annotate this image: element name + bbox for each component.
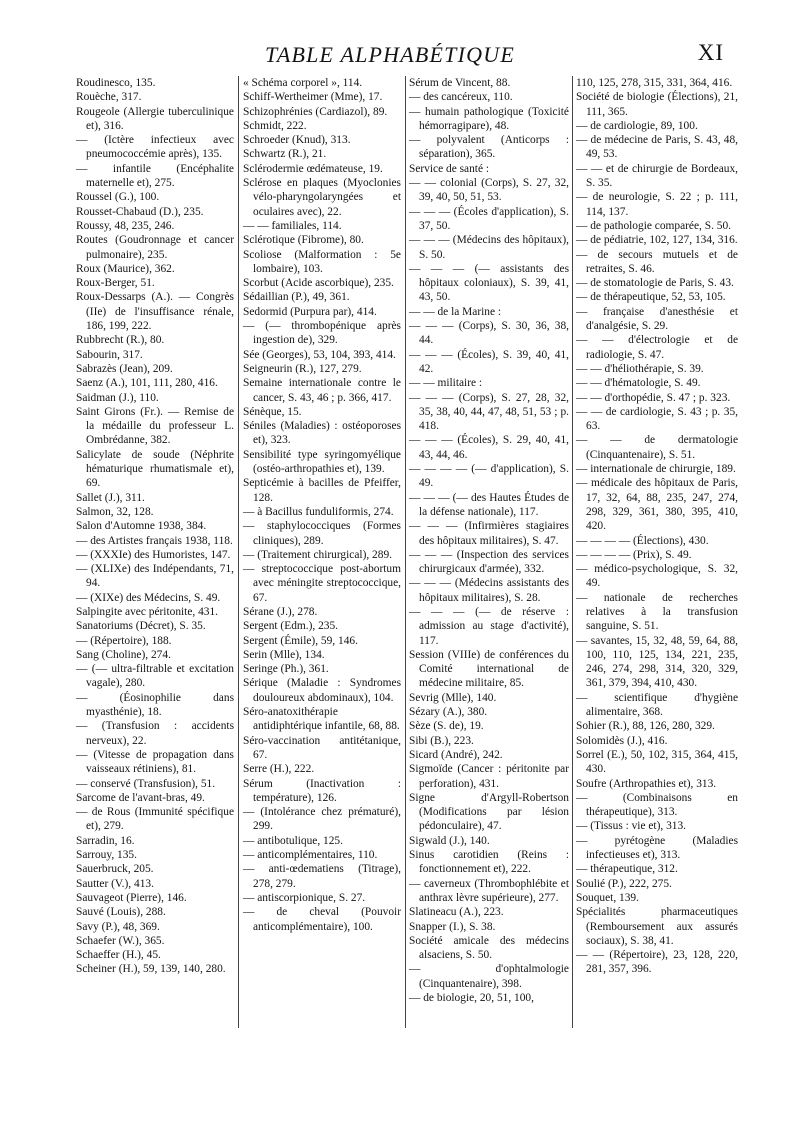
index-entry: Sclérose en plaques (Myoclonies vélo-pharyngolaryngées et oculaires avec), 22. <box>243 177 401 218</box>
index-entry: Sabrazès (Jean), 209. <box>76 362 173 375</box>
index-entry: Schiff-Wertheimer (Mme), 17. <box>243 91 383 104</box>
index-entry: Sédaillian (P.), 49, 361. <box>243 291 350 304</box>
index-entry: — (— thrombopénique après ingestion de), 329. <box>243 320 401 347</box>
index-entry: Session (VIIIe) de conférences du Comité international de médecine militaire, 85. <box>409 648 569 690</box>
index-entry: Schaefer (W.), 365. <box>76 934 165 947</box>
column-rule <box>572 76 573 1028</box>
index-entry: — de thérapeutique, 52, 53, 105. <box>576 291 726 304</box>
index-entry: — (Traitement chirurgical), 289. <box>243 548 392 561</box>
index-entry: — (XXXIe) des Humoristes, 147. <box>76 548 231 561</box>
index-entry: Savy (P.), 48, 369. <box>76 920 160 933</box>
index-entry: — de secours mutuels et de retraites, S. 46. <box>576 248 738 275</box>
index-entry: — des Artistes français 1938, 118. <box>76 534 233 547</box>
index-entry: Sénèque, 15. <box>243 405 302 418</box>
index-entry: Serin (Mlle), 134. <box>243 648 325 661</box>
index-entry: Roux-Berger, 51. <box>76 277 155 290</box>
index-entry: — — — (— assistants des hôpitaux coloniaux), S. 39, 41, 43, 50. <box>409 262 569 304</box>
index-entry: — (XIXe) des Médecins, S. 49. <box>76 591 221 604</box>
index-entry: Sauvageot (Pierre), 146. <box>76 891 187 904</box>
index-entry: Schmidt, 222. <box>243 119 307 132</box>
index-entry: Salpingite avec péritonite, 431. <box>76 605 219 618</box>
index-entry: — anticomplémentaires, 110. <box>243 849 378 862</box>
index-entry: Schroeder (Knud), 313. <box>243 134 351 147</box>
index-entry: Routes (Goudronnage et cancer pulmonaire), 235. <box>76 234 234 261</box>
index-entry: — caverneux (Thrombophlébite et anthrax lèvre supérieure), 277. <box>409 877 569 904</box>
index-entry: Sauvé (Louis), 288. <box>76 906 166 919</box>
index-entry: Sicard (André), 242. <box>409 748 503 761</box>
index-entry: — de neurologie, S. 22 ; p. 111, 114, 137. <box>576 191 738 218</box>
index-entry: Salon d'Automne 1938, 384. <box>76 520 207 533</box>
index-entry: — — — (Infirmières stagiaires des hôpitaux militaires), S. 47. <box>409 520 569 547</box>
index-entry: — (Intolérance chez prématuré), 299. <box>243 806 401 833</box>
index-entry: Saidman (J.), 110. <box>76 391 159 404</box>
index-entry: Schwartz (R.), 21. <box>243 148 327 161</box>
index-entry: — infantile (Encéphalite maternelle et), 275. <box>76 162 234 190</box>
index-entry: Schizophrénies (Cardiazol), 89. <box>243 105 388 118</box>
index-entry: Schaeffer (H.), 45. <box>76 949 161 962</box>
index-entry: Salmon, 32, 128. <box>76 505 154 518</box>
index-entry: Semaine internationale contre le cancer, S. 43, 46 ; p. 366, 417. <box>243 377 401 404</box>
index-entry: — à Bacillus funduliformis, 274. <box>243 505 394 518</box>
index-entry: Sérum de Vincent, 88. <box>409 77 511 89</box>
index-entry: — pyrétogène (Maladies infectieuses et), 313. <box>576 834 738 862</box>
index-entry: Séniles (Maladies) : ostéoporoses et), 323. <box>243 420 401 447</box>
index-entry: Roussy, 48, 235, 246. <box>76 219 175 232</box>
index-column-3 <box>409 76 569 1005</box>
index-entry: Sarradin, 16. <box>76 834 135 847</box>
index-entry: Sautter (V.), 413. <box>76 877 154 890</box>
index-entry: — — — (Médecins assistants des hôpitaux militaires), S. 28. <box>409 577 569 604</box>
index-entry: Roux-Dessarps (A.). — Congrès (IIe) de l'insuffisance rénale, 186, 199, 222. <box>76 291 234 333</box>
index-entry: Séro-vaccination antitétanique, 67. <box>243 734 401 761</box>
page-header <box>0 40 800 80</box>
index-entry: Sézary (A.), 380. <box>409 706 488 719</box>
index-entry: Sedormid (Purpura par), 414. <box>243 305 377 318</box>
index-entry: Sérane (J.), 278. <box>243 605 318 618</box>
index-entry: — — — — (Élections), 430. <box>576 534 709 547</box>
index-entry: — de Rous (Immunité spécifique et), 279. <box>76 806 234 833</box>
index-entry: Sergent (Émile), 59, 146. <box>243 634 358 647</box>
index-entry: — — familiales, 114. <box>243 219 342 232</box>
index-entry: — (Tissus : vie et), 313. <box>576 820 687 833</box>
index-entry: — — de cardiologie, S. 43 ; p. 35, 63. <box>576 405 738 433</box>
index-entry: — — d'héliothérapie, S. 39. <box>576 362 704 375</box>
index-entry: Scorbut (Acide ascorbique), 235. <box>243 277 394 290</box>
index-entry: Slatineacu (A.), 223. <box>409 906 504 919</box>
page-number: XI <box>697 40 724 65</box>
index-entry: Sérique (Maladie : Syndromes douloureux abdominaux), 104. <box>243 677 401 704</box>
index-entry: — médico-psychologique, S. 32, 49. <box>576 563 738 590</box>
index-entry: Sabourin, 317. <box>76 348 143 361</box>
index-entry: — — — (Écoles), S. 39, 40, 41, 42. <box>409 348 569 375</box>
index-entry: Saenz (A.), 101, 111, 280, 416. <box>76 377 218 390</box>
index-entry: — — (Répertoire), 23, 128, 220, 281, 357, 396. <box>576 949 738 976</box>
index-entry: « Schéma corporel », 114. <box>243 77 363 89</box>
index-entry: Sanatoriums (Décret), S. 35. <box>76 620 206 633</box>
index-entry: — — — (Écoles), S. 29, 40, 41, 43, 44, 46. <box>409 434 569 461</box>
index-entry: — de biologie, 20, 51, 100, <box>409 992 534 1004</box>
index-entry: Scheiner (H.), 59, 139, 140, 280. <box>76 963 226 976</box>
index-entry: — — — (— des Hautes Études de la défense nationale), 117. <box>409 491 569 518</box>
index-entry: Sallet (J.), 311. <box>76 491 145 504</box>
index-entry: — — d'électrologie et de radiologie, S. 47. <box>576 334 738 361</box>
index-entry: Sergent (Edm.), 235. <box>243 620 339 633</box>
index-entry: Soufre (Arthropathies et), 313. <box>576 777 717 790</box>
index-entry: Sèze (S. de), 19. <box>409 720 484 733</box>
index-entry: — — — (— de réserve : admission au stage d'activité), 117. <box>409 605 569 647</box>
index-entry: — (Vitesse de propagation dans vaisseaux rétiniens), 81. <box>76 748 234 776</box>
index-entry: Sée (Georges), 53, 104, 393, 414. <box>243 348 396 361</box>
index-entry: Séro-anatoxithérapie antidiphtérique infantile, 68, 88. <box>243 706 400 733</box>
index-entry: — de médecine de Paris, S. 43, 48, 49, 53. <box>576 134 738 161</box>
index-entry: — scientifique d'hygiène alimentaire, 368. <box>576 691 738 719</box>
index-entry: Sevrig (Mlle), 140. <box>409 691 497 704</box>
index-entry: Soulié (P.), 222, 275. <box>576 877 672 890</box>
index-entry: — de cardiologie, 89, 100. <box>576 119 698 132</box>
index-entry: Sclérodermie œdémateuse, 19. <box>243 162 383 175</box>
index-entry: Septicémie à bacilles de Pfeiffer, 128. <box>243 477 401 504</box>
index-entry: — — — (Inspection des services chirurgicaux d'armée), 332. <box>409 548 569 576</box>
index-entry: Sigwald (J.), 140. <box>409 834 490 847</box>
index-entry: Souquet, 139. <box>576 891 639 904</box>
index-entry: — française d'anesthésie et d'analgésie, S. 29. <box>576 305 738 333</box>
index-entry: Scoliose (Malformation : 5e lombaire), 103. <box>243 248 401 275</box>
index-entry: — internationale de chirurgie, 189. <box>576 463 736 476</box>
index-entry: — de pathologie comparée, S. 50. <box>576 219 731 232</box>
index-entry: — — — (Corps), S. 27, 28, 32, 35, 38, 40, 44, 47, 48, 51, 53 ; p. 418. <box>409 391 569 433</box>
index-entry: — — — — (— d'application), S. 49. <box>409 463 569 490</box>
index-entry: Sorrel (E.), 50, 102, 315, 364, 415, 430. <box>576 748 738 776</box>
index-entry: — — de dermatologie (Cinquantenaire), S. 51. <box>576 434 738 461</box>
index-entry: — — d'orthopédie, S. 47 ; p. 323. <box>576 391 731 404</box>
index-entry: Snapper (I.), S. 38. <box>409 920 496 933</box>
index-entry: Saint Girons (Fr.). — Remise de la médaille du professeur L. Ombrédanne, 382. <box>76 405 234 447</box>
index-entry: — — — (Médecins des hôpitaux), S. 50. <box>409 234 569 261</box>
index-entry: Seigneurin (R.), 127, 279. <box>243 362 362 375</box>
index-entry: Solomidès (J.), 416. <box>576 734 668 747</box>
index-entry: — — d'hématologie, S. 49. <box>576 377 701 390</box>
index-column-1 <box>76 76 234 977</box>
index-entry: Signe d'Argyll-Robertson (Modifications par lésion pédonculaire), 47. <box>409 791 569 833</box>
index-column-2 <box>243 76 401 934</box>
index-entry: Salicylate de soude (Néphrite hématurique rhumatismale et), 69. <box>76 448 234 490</box>
index-entry: — — — — (Prix), S. 49. <box>576 548 692 561</box>
index-entry: Sohier (R.), 88, 126, 280, 329. <box>576 720 715 733</box>
index-entry: Sarcome de l'avant-bras, 49. <box>76 791 205 804</box>
index-entry: — — et de chirurgie de Bordeaux, S. 35. <box>576 162 738 190</box>
index-entry: — médicale des hôpitaux de Paris, 17, 32, 64, 88, 235, 247, 274, 298, 329, 361, 380, 395, 410, 420. <box>576 477 738 533</box>
index-entry: Sinus carotidien (Reins : fonctionnement et), 222. <box>409 849 569 876</box>
index-entry: — (XLIXe) des Indépendants, 71, 94. <box>76 563 234 590</box>
index-entry: — de pédiatrie, 102, 127, 134, 316. <box>576 234 738 247</box>
index-entry: — (Éosinophilie dans myasthénie), 18. <box>76 691 234 719</box>
index-entry: — d'ophtalmologie (Cinquantenaire), 398. <box>409 963 569 990</box>
index-entry: Roux (Maurice), 362. <box>76 262 175 275</box>
index-entry: — staphylococciques (Formes cliniques), 289. <box>243 520 401 547</box>
index-entry: Serre (H.), 222. <box>243 763 315 776</box>
index-entry: Rubbrecht (R.), 80. <box>76 334 165 347</box>
index-columns <box>76 76 736 1076</box>
index-entry: Rouèche, 317. <box>76 91 142 104</box>
index-entry: Sigmoïde (Cancer : péritonite par perforation), 431. <box>409 763 569 790</box>
index-entry: — (Combinaisons en thérapeutique), 313. <box>576 791 738 819</box>
index-column-4 <box>576 76 738 977</box>
index-entry: — (Transfusion : accidents nerveux), 22. <box>76 720 234 747</box>
index-entry: — (Ictère infectieux avec pneumococcémie après), 135. <box>76 134 234 161</box>
index-entry: — nationale de recherches relatives à la transfusion sanguine, S. 51. <box>576 591 738 633</box>
index-entry: Sarrouy, 135. <box>76 849 137 862</box>
index-entry: — conservé (Transfusion), 51. <box>76 777 216 790</box>
index-entry: — (Répertoire), 188. <box>76 634 172 647</box>
index-entry: Rougeole (Allergie tuberculinique et), 316. <box>76 105 234 132</box>
index-entry: Sérum (Inactivation : température), 126. <box>243 777 401 804</box>
index-entry: — thérapeutique, 312. <box>576 863 678 876</box>
page-title: TABLE ALPHABÉTIQUE <box>265 42 515 67</box>
index-entry: Roudinesco, 135. <box>76 77 156 89</box>
index-entry: — polyvalent (Anticorps : séparation), 365. <box>409 134 569 161</box>
index-entry: Rousset-Chabaud (D.), 235. <box>76 205 204 218</box>
index-entry: — humain pathologique (Toxicité hémorragipare), 48. <box>409 105 569 132</box>
index-entry: Sclérotique (Fibrome), 80. <box>243 234 364 247</box>
index-entry: — anti-œdematiens (Titrage), 278, 279. <box>243 863 401 890</box>
index-entry: Service de santé : <box>409 162 490 175</box>
index-entry: Sauerbruck, 205. <box>76 863 154 876</box>
index-entry: Société amicale des médecins alsaciens, S. 50. <box>409 934 569 962</box>
column-rule <box>405 76 406 1028</box>
index-entry: — streptococcique post-abortum avec méningite streptococcique, 67. <box>243 563 401 604</box>
index-entry: Société de biologie (Élections), 21, 111, 365. <box>576 91 738 118</box>
index-entry: — — colonial (Corps), S. 27, 32, 39, 40, 50, 51, 53. <box>409 177 569 204</box>
index-entry: Roussel (G.), 100. <box>76 191 160 204</box>
index-entry: — antiscorpionique, S. 27. <box>243 891 366 904</box>
index-entry: 110, 125, 278, 315, 331, 364, 416. <box>576 77 733 89</box>
index-entry: — — — (Écoles d'application), S. 37, 50. <box>409 205 569 232</box>
index-entry: — des cancéreux, 110. <box>409 91 513 104</box>
index-entry: — — militaire : <box>409 377 483 390</box>
index-entry: Sensibilité type syringomyélique (ostéo-arthropathies et), 139. <box>243 448 401 476</box>
column-rule <box>238 76 239 1028</box>
index-entry: — savantes, 15, 32, 48, 59, 64, 88, 100, 110, 125, 134, 221, 235, 246, 274, 298, 314, 320, 329, 361, 379, 394, 410, 430. <box>576 634 738 690</box>
index-entry: Sibi (B.), 223. <box>409 734 474 747</box>
index-entry: Sang (Choline), 274. <box>76 648 171 661</box>
index-entry: — antibotulique, 125. <box>243 834 343 847</box>
index-entry: Seringe (Ph.), 361. <box>243 663 329 676</box>
index-entry: — (— ultra-filtrable et excitation vagale), 280. <box>76 663 234 690</box>
index-entry: Spécialités pharmaceutiques (Remboursement aux assurés sociaux), S. 38, 41. <box>576 906 738 947</box>
index-entry: — de stomatologie de Paris, S. 43. <box>576 277 734 290</box>
index-entry: — — de la Marine : <box>409 305 502 318</box>
index-entry: — de cheval (Pouvoir anticomplémentaire), 100. <box>243 906 401 933</box>
index-entry: — — — (Corps), S. 30, 36, 38, 44. <box>409 320 569 347</box>
